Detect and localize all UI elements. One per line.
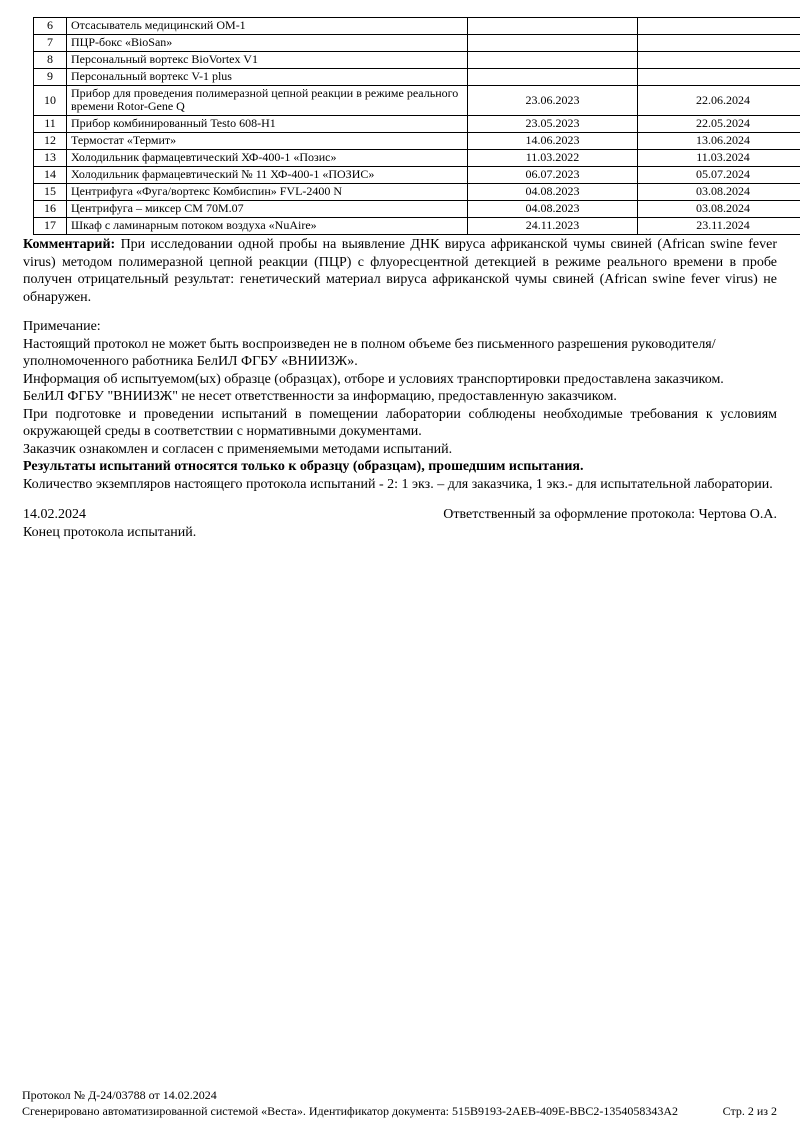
table-cell-date2: 22.05.2024 [638, 115, 800, 132]
table-cell-date2: 13.06.2024 [638, 132, 800, 149]
table-cell-date1 [468, 69, 638, 86]
equipment-table [33, 17, 800, 235]
comment-text: При исследовании одной пробы на выявление ДНК вируса африканской чумы свиней (African swine fever virus) методом полимеразной цепной реакции (ПЦР) с флуоресцентной детекцией в режиме реального времени в пробе получен отрицательный результат: генетический материал вируса африканской чумы свиней (African swine fever virus) не обнаружен. [23, 237, 777, 305]
comment-paragraph [23, 236, 777, 306]
end-of-protocol-line: Конец протокола испытаний. [23, 524, 197, 540]
table-row [34, 35, 800, 52]
note-label: Примечание: [23, 319, 101, 334]
table-cell-num: 15 [34, 183, 67, 200]
table-row [34, 86, 800, 116]
table-cell-date1 [468, 35, 638, 52]
note-paragraph: Заказчик ознакомлен и согласен с применяемыми методами испытаний. [23, 441, 453, 457]
table-cell-num: 10 [34, 86, 67, 116]
table-cell-num: 6 [34, 18, 67, 35]
table-cell-num: 7 [34, 35, 67, 52]
table-cell-date2: 03.08.2024 [638, 183, 800, 200]
comment-label: Комментарий: [23, 237, 116, 252]
table-cell-num: 9 [34, 69, 67, 86]
results-statement: Результаты испытаний относятся только к образцу (образцам), прошедшим испытания. [23, 459, 584, 474]
note-paragraph: БелИЛ ФГБУ "ВНИИЗЖ" не несет ответственности за информацию, предоставленную заказчиком. [23, 389, 617, 404]
table-row [34, 166, 800, 183]
footer-generated-info: Сгенерировано автоматизированной системой «Веста». Идентификатор документа: 515B9193-2AEB-409E-BBC2-1354058343A2 [22, 1104, 678, 1118]
table-cell-name: Центрифуга «Фуга/вортекс Комбиспин» FVL-2400 N [67, 183, 468, 200]
note-paragraph: При подготовке и проведении испытаний в помещении лаборатории соблюдены необходимые требования к условиям окружающей среды в соответствии с нормативными документами. [23, 406, 777, 439]
table-cell-date1: 06.07.2023 [468, 166, 638, 183]
table-cell-num: 14 [34, 166, 67, 183]
table-cell-date2: 22.06.2024 [638, 86, 800, 116]
table-cell-name: Термостат «Термит» [67, 132, 468, 149]
table-cell-date1: 04.08.2023 [468, 183, 638, 200]
note-paragraph: Информация об испытуемом(ых) образце (образцах), отборе и условиях транспортировки предоставлена заказчиком. [23, 371, 724, 387]
table-cell-name: Прибор для проведения полимеразной цепной реакции в режиме реального времени Rotor-Gene Q [67, 86, 468, 116]
footer-page-number: Стр. 2 из 2 [722, 1104, 777, 1118]
note-paragraph: Настоящий протокол не может быть воспроизведен не в полном объеме без письменного разрешения руководителя/уполномоченного работника БелИЛ ФГБУ «ВНИИЗЖ». [23, 336, 716, 369]
table-cell-name: Шкаф с ламинарным потоком воздуха «NuAire» [67, 217, 468, 234]
table-cell-date1 [468, 52, 638, 69]
table-cell-name: Холодильник фармацевтический ХФ-400-1 «Позис» [67, 149, 468, 166]
protocol-date: 14.02.2024 [23, 507, 86, 522]
table-cell-name: Центрифуга – миксер СМ 70М.07 [67, 200, 468, 217]
footer-second-line [22, 1103, 777, 1119]
document-body [23, 236, 777, 541]
responsible-person: Ответственный за оформление протокола: Чертова О.А. [443, 507, 777, 522]
table-cell-num: 8 [34, 52, 67, 69]
table-row [34, 132, 800, 149]
table-cell-date2: 11.03.2024 [638, 149, 800, 166]
table-cell-name: Персональный вортекс BioVortex V1 [67, 52, 468, 69]
table-cell-date2 [638, 52, 800, 69]
table-cell-date1: 23.06.2023 [468, 86, 638, 116]
table-cell-name: Холодильник фармацевтический № 11 ХФ-400-1 «ПОЗИС» [67, 166, 468, 183]
equipment-table-body [34, 18, 800, 235]
table-cell-date2: 05.07.2024 [638, 166, 800, 183]
page-footer [22, 1087, 777, 1119]
table-cell-date1: 24.11.2023 [468, 217, 638, 234]
table-row [34, 69, 800, 86]
table-cell-name: Персональный вортекс V-1 plus [67, 69, 468, 86]
table-cell-num: 11 [34, 115, 67, 132]
table-row [34, 115, 800, 132]
table-cell-name: Отсасыватель медицинский ОМ-1 [67, 18, 468, 35]
table-cell-date1: 23.05.2023 [468, 115, 638, 132]
table-cell-num: 16 [34, 200, 67, 217]
table-row [34, 52, 800, 69]
table-cell-date1: 11.03.2022 [468, 149, 638, 166]
footer-protocol-number: Протокол № Д-24/03788 от 14.02.2024 [22, 1088, 217, 1102]
table-cell-num: 17 [34, 217, 67, 234]
note-paragraphs [23, 336, 777, 459]
table-cell-date2 [638, 35, 800, 52]
table-cell-name: Прибор комбинированный Testo 608-H1 [67, 115, 468, 132]
table-cell-date2 [638, 69, 800, 86]
table-cell-name: ПЦР-бокс «BioSan» [67, 35, 468, 52]
copies-statement: Количество экземпляров настоящего протокола испытаний - 2: 1 экз. – для заказчика, 1 экз.- для испытательной лаборатории. [23, 476, 773, 492]
table-cell-date1: 04.08.2023 [468, 200, 638, 217]
signature-row [23, 506, 777, 524]
table-cell-date1: 14.06.2023 [468, 132, 638, 149]
table-cell-date2: 03.08.2024 [638, 200, 800, 217]
table-row [34, 200, 800, 217]
table-cell-date2 [638, 18, 800, 35]
table-row [34, 183, 800, 200]
table-cell-num: 12 [34, 132, 67, 149]
table-cell-num: 13 [34, 149, 67, 166]
table-row [34, 18, 800, 35]
table-row [34, 217, 800, 234]
table-cell-date2: 23.11.2024 [638, 217, 800, 234]
table-cell-date1 [468, 18, 638, 35]
table-row [34, 149, 800, 166]
